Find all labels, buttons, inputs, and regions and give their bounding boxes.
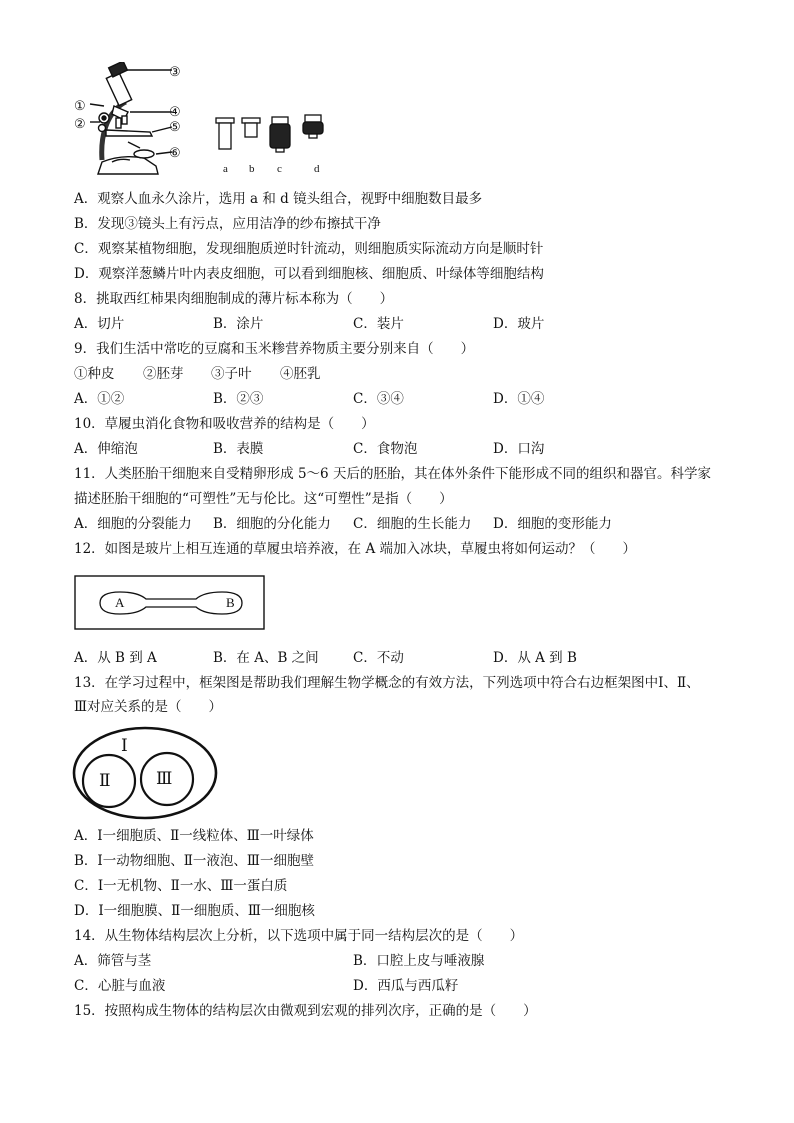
q11-stem-line1: 11．人类胚胎干细胞来自受精卵形成 5～6 天后的胚胎，其在体外条件下能形成不同的组织和器官。科学家 <box>74 466 711 482</box>
lens-figure <box>212 112 332 154</box>
q12-stem: 12．如图是玻片上相互连通的草履虫培养液，在 A 端加入冰块，草履虫将如何运动？（ ） <box>74 541 637 557</box>
q12-option-a: A．从 B 到 A <box>74 650 157 666</box>
q14-option-b: B．口腔上皮与唾液腺 <box>353 953 485 969</box>
q15-stem: 15．按照构成生物体的结构层次由微观到宏观的排列次序，正确的是（ ） <box>74 1003 537 1019</box>
q7-option-b: B．发现③镜头上有污点，应用洁净的纱布擦拭干净 <box>74 216 381 232</box>
q9-item-2: ②胚芽 <box>143 366 184 382</box>
q12-label-b: B <box>226 595 235 610</box>
q12-slide-figure <box>74 575 266 631</box>
q13-option-d: D．Ⅰ一细胞膜、Ⅱ一细胞质、Ⅲ一细胞核 <box>74 903 315 919</box>
q8-option-a: A．切片 <box>74 316 125 332</box>
q10-option-a: A．伸缩泡 <box>74 441 138 457</box>
q8-option-c: C．装片 <box>353 316 404 332</box>
q14-stem: 14．从生物体结构层次上分析，以下选项中属于同一结构层次的是（ ） <box>74 928 524 944</box>
q9-option-a: A．①② <box>74 391 125 407</box>
q9-option-b: B．②③ <box>213 391 264 407</box>
q7-option-a: A．观察人血永久涂片，选用 a 和 d 镜头组合，视野中细胞数目最多 <box>74 191 483 207</box>
q10-option-d: D．口沟 <box>493 441 545 457</box>
q13-stem-line1: 13．在学习过程中，框架图是帮助我们理解生物学概念的有效方法，下列选项中符合右边框架图中Ⅰ、Ⅱ、 <box>74 675 700 691</box>
q13-venn-figure <box>72 725 220 821</box>
callout-5: ⑤ <box>169 119 181 134</box>
venn-label-III: Ⅲ <box>156 769 173 789</box>
callout-4: ④ <box>169 104 181 119</box>
q12-option-c: C．不动 <box>353 650 404 666</box>
q12-option-b: B．在 A、B 之间 <box>213 650 319 666</box>
venn-label-II: Ⅱ <box>99 771 111 791</box>
venn-label-I: Ⅰ <box>121 736 128 756</box>
q14-option-d: D．西瓜与西瓜籽 <box>353 978 459 994</box>
q14-option-c: C．心脏与血液 <box>74 978 166 994</box>
q10-stem: 10．草履虫消化食物和吸收营养的结构是（ ） <box>74 416 375 432</box>
callout-3: ③ <box>169 64 181 79</box>
q11-option-d: D．细胞的变形能力 <box>493 516 612 532</box>
q9-option-c: C．③④ <box>353 391 404 407</box>
q8-option-d: D．玻片 <box>493 316 545 332</box>
lens-label-d: d <box>314 163 320 175</box>
q7-option-d: D．观察洋葱鳞片叶内表皮细胞，可以看到细胞核、细胞质、叶绿体等细胞结构 <box>74 266 544 282</box>
q13-stem-line2: Ⅲ对应关系的是（ ） <box>74 699 223 715</box>
q11-stem-line2: 描述胚胎干细胞的“可塑性”无与伦比。这“可塑性”是指（ ） <box>74 491 453 507</box>
q13-option-b: B．Ⅰ一动物细胞、Ⅱ一液泡、Ⅲ一细胞壁 <box>74 853 314 869</box>
lens-label-b: b <box>249 163 255 175</box>
q9-item-1: ①种皮 <box>74 366 115 382</box>
q13-option-c: C．Ⅰ一无机物、Ⅱ一水、Ⅲ一蛋白质 <box>74 878 288 894</box>
q12-label-a: A <box>115 595 125 610</box>
q7-option-c: C．观察某植物细胞，发现细胞质逆时针流动，则细胞质实际流动方向是顺时针 <box>74 241 544 257</box>
callout-1: ① <box>74 98 86 113</box>
q9-stem: 9．我们生活中常吃的豆腐和玉米糁营养物质主要分别来自（ ） <box>74 341 475 357</box>
q11-option-a: A．细胞的分裂能力 <box>74 516 192 532</box>
callout-6: ⑥ <box>169 145 181 160</box>
q9-item-3: ③子叶 <box>211 366 252 382</box>
q10-option-b: B．表膜 <box>213 441 264 457</box>
q9-item-4: ④胚乳 <box>280 366 321 382</box>
q13-option-a: A．Ⅰ一细胞质、Ⅱ一线粒体、Ⅲ一叶绿体 <box>74 828 314 844</box>
callout-2: ② <box>74 116 86 131</box>
q8-option-b: B．涂片 <box>213 316 264 332</box>
q11-option-b: B．细胞的分化能力 <box>213 516 331 532</box>
lens-label-a: a <box>223 163 228 175</box>
q12-option-d: D．从 A 到 B <box>493 650 577 666</box>
q9-option-d: D．①④ <box>493 391 545 407</box>
q14-option-a: A．筛管与茎 <box>74 953 152 969</box>
q10-option-c: C．食物泡 <box>353 441 418 457</box>
q8-stem: 8．挑取西红柿果肉细胞制成的薄片标本称为（ ） <box>74 291 394 307</box>
lens-label-c: c <box>277 163 282 175</box>
q11-option-c: C．细胞的生长能力 <box>353 516 472 532</box>
